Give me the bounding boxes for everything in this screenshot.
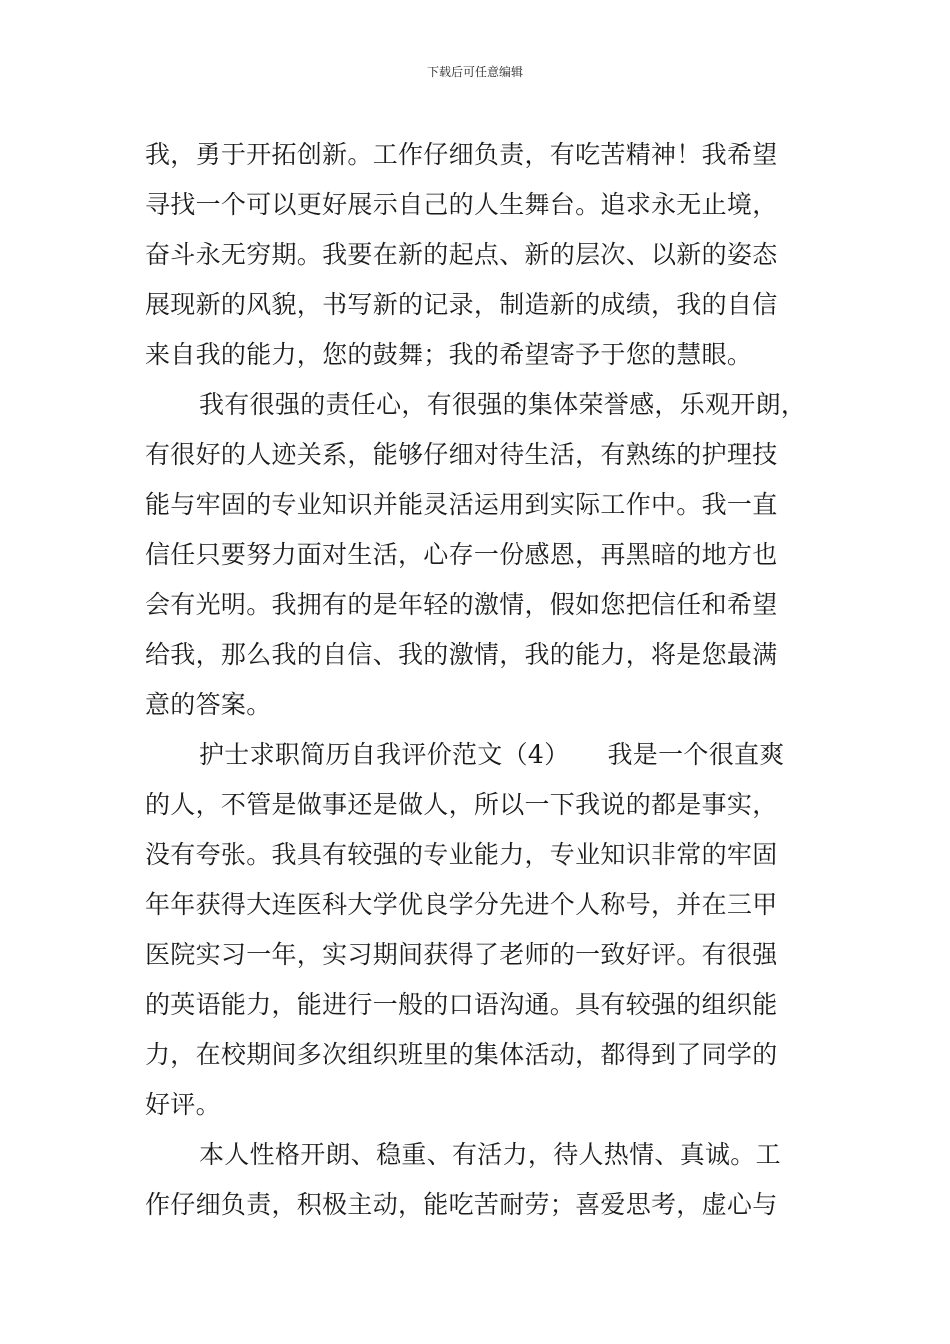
text-line: 我有很强的责任心，有很强的集体荣誉感，乐观开朗， <box>199 390 807 419</box>
text-line: 年年获得大连医科大学优良学分先进个人称号，并在三甲 <box>145 890 778 919</box>
text-line: 会有光明。我拥有的是年轻的激情，假如您把信任和希望 <box>145 590 778 619</box>
document-body <box>145 130 815 1230</box>
text-line: 信任只要努力面对生活，心存一份感恩，再黑暗的地方也 <box>145 540 778 569</box>
text-line: 有很好的人迹关系，能够仔细对待生活，有熟练的护理技 <box>145 440 778 469</box>
text-line: 奋斗永无穷期。我要在新的起点、新的层次、以新的姿态 <box>145 240 778 269</box>
text-line: 医院实习一年，实习期间获得了老师的一致好评。有很强 <box>145 940 778 969</box>
page-header-note: 下载后可任意编辑 <box>426 65 523 79</box>
text-line: 意的答案。 <box>145 690 272 719</box>
text-line: 的英语能力，能进行一般的口语沟通。具有较强的组织能 <box>145 990 778 1019</box>
text-line: 来自我的能力，您的鼓舞；我的希望寄予于您的慧眼。 <box>145 340 753 369</box>
text-line: 寻找一个可以更好展示自己的人生舞台。追求永无止境， <box>145 190 778 219</box>
text-line: 护士求职简历自我评价范文（4） 我是一个很直爽 <box>199 740 785 769</box>
text-line: 展现新的风貌，书写新的记录，制造新的成绩，我的自信 <box>145 290 778 319</box>
text-line: 能与牢固的专业知识并能灵活运用到实际工作中。我一直 <box>145 490 778 519</box>
text-line: 的人，不管是做事还是做人，所以一下我说的都是事实， <box>145 790 778 819</box>
text-line: 我，勇于开拓创新。工作仔细负责，有吃苦精神！我希望 <box>145 140 778 169</box>
text-line: 给我，那么我的自信、我的激情，我的能力，将是您最满 <box>145 640 778 669</box>
text-line: 好评。 <box>145 1090 221 1119</box>
text-line: 本人性格开朗、稳重、有活力，待人热情、真诚。工 <box>199 1140 781 1169</box>
text-line: 力，在校期间多次组织班里的集体活动，都得到了同学的 <box>145 1040 778 1069</box>
text-line: 作仔细负责，积极主动，能吃苦耐劳；喜爱思考，虚心与 <box>145 1190 778 1219</box>
text-line: 没有夸张。我具有较强的专业能力，专业知识非常的牢固 <box>145 840 778 869</box>
